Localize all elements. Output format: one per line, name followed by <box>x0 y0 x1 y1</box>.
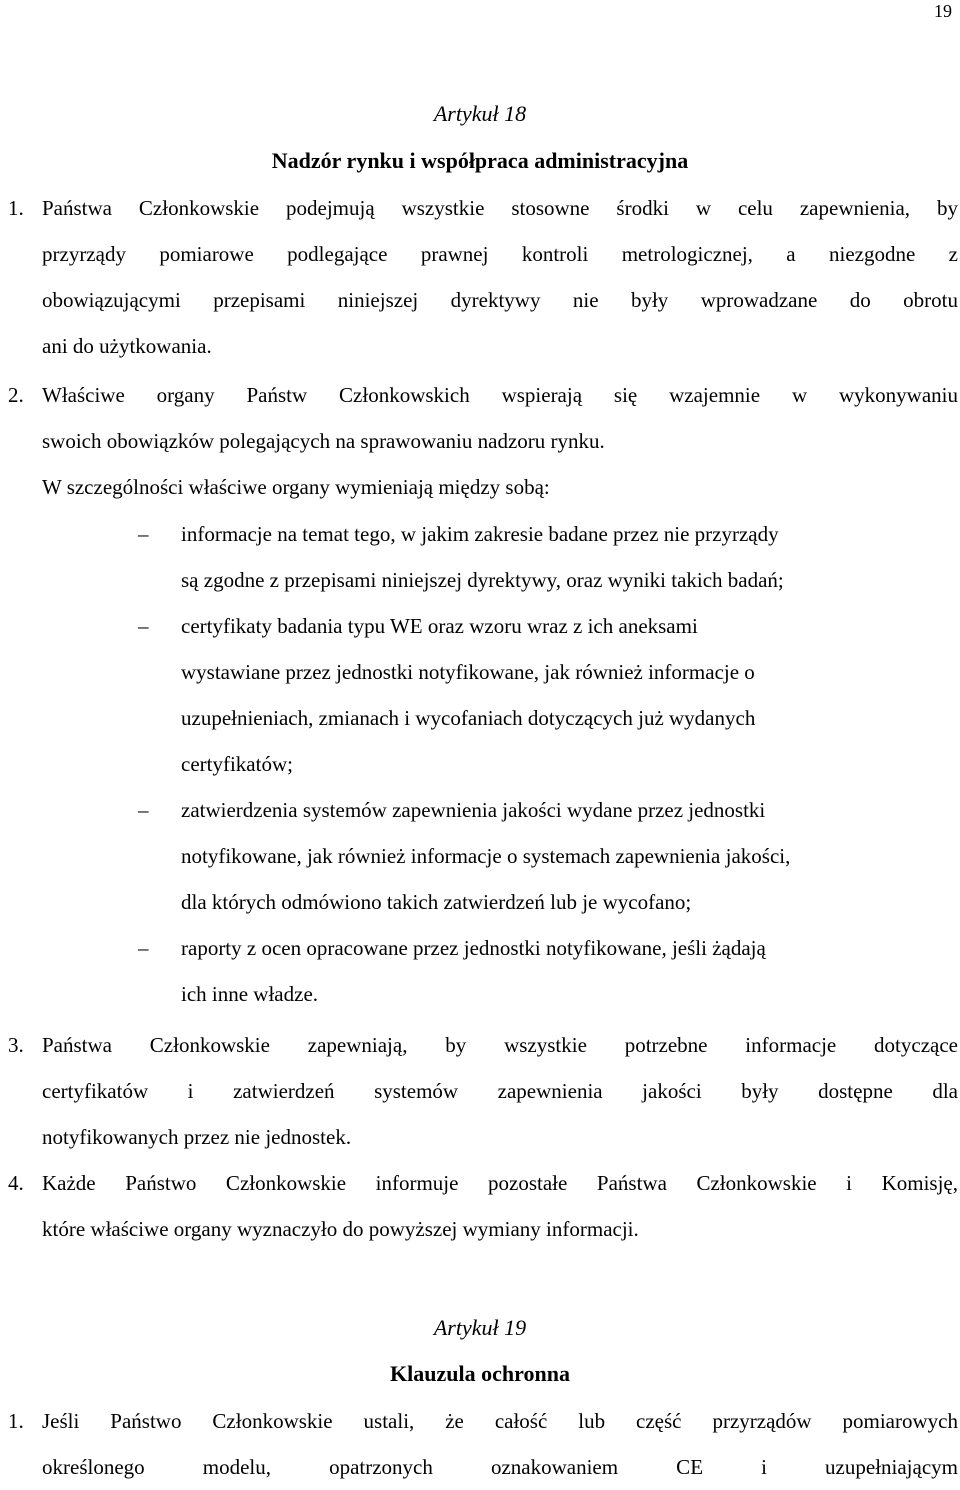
list-item-line: informacje na temat tego, w jakim zakresie badane przez nie przyrządy <box>181 522 779 546</box>
list-dash: – <box>138 522 149 546</box>
list-item <box>0 925 960 1017</box>
paragraph-line: Państwa Członkowskie podejmują wszystkie stosowne środki w celu zapewnienia, by <box>42 196 958 220</box>
paragraph-line: Jeśli Państwo Członkowskie ustali, że całość lub część przyrządów pomiarowych <box>42 1409 958 1433</box>
paragraph-line: przyrządy pomiarowe podlegające prawnej kontroli metrologicznej, a niezgodne z <box>42 242 958 266</box>
article-18-paragraph-4 <box>8 1160 958 1252</box>
paragraph-number: 1. <box>8 196 24 220</box>
article-18-paragraph-3 <box>8 1022 958 1160</box>
paragraph-line: Każde Państwo Członkowskie informuje pozostałe Państwa Członkowskie i Komisję, <box>42 1171 958 1195</box>
list-item-line: są zgodne z przepisami niniejszej dyrektywy, oraz wyniki takich badań; <box>181 568 784 592</box>
article-18-heading: Artykuł 18 <box>433 101 527 126</box>
list-item-line: raporty z ocen opracowane przez jednostki notyfikowane, jeśli żądają <box>181 936 766 960</box>
article-18-paragraph-1 <box>8 185 958 369</box>
list-item-line: certyfikatów; <box>181 752 293 776</box>
page-number: 19 <box>934 1 952 21</box>
paragraph-line: obowiązującymi przepisami niniejszej dyrektywy nie były wprowadzane do obrotu <box>42 288 958 312</box>
paragraph-line: które właściwe organy wyznaczyło do powyższej wymiany informacji. <box>42 1217 639 1241</box>
article-18-title: Nadzór rynku i współpraca administracyjna <box>271 148 689 173</box>
list-item-line: wystawiane przez jednostki notyfikowane, jak również informacje o <box>181 660 755 684</box>
list-item <box>0 787 960 925</box>
article-18-bullet-list <box>0 511 960 1017</box>
paragraph-line: W szczególności właściwe organy wymieniają między sobą: <box>42 475 550 499</box>
list-item <box>0 603 960 787</box>
list-item-line: uzupełnieniach, zmianach i wycofaniach dotyczących już wydanych <box>181 706 756 730</box>
paragraph-number: 2. <box>8 383 24 407</box>
article-19-title: Klauzula ochronna <box>390 1361 570 1386</box>
list-item-line: ich inne władze. <box>181 982 319 1006</box>
article-19-paragraph-1 <box>8 1398 958 1490</box>
paragraph-number: 1. <box>8 1409 24 1433</box>
list-item-line: notyfikowane, jak również informacje o systemach zapewnienia jakości, <box>181 844 791 868</box>
paragraph-line: certyfikatów i zatwierdzeń systemów zapewnienia jakości były dostępne dla <box>42 1079 958 1103</box>
paragraph-line: swoich obowiązków polegających na sprawowaniu nadzoru rynku. <box>42 429 605 453</box>
list-item <box>0 511 960 603</box>
paragraph-line: ani do użytkowania. <box>42 334 212 358</box>
paragraph-line: notyfikowanych przez nie jednostek. <box>42 1125 352 1149</box>
list-item-line: certyfikaty badania typu WE oraz wzoru wraz z ich aneksami <box>181 614 698 638</box>
paragraph-number: 3. <box>8 1033 24 1057</box>
article-19-heading: Artykuł 19 <box>433 1315 527 1340</box>
paragraph-number: 4. <box>8 1171 24 1195</box>
list-dash: – <box>138 798 149 822</box>
list-dash: – <box>138 936 149 960</box>
paragraph-line: Właściwe organy Państw Członkowskich wspierają się wzajemnie w wykonywaniu <box>42 383 958 407</box>
paragraph-line: określonego modelu, opatrzonych oznakowaniem CE i uzupełniającym <box>42 1455 958 1479</box>
list-dash: – <box>138 614 149 638</box>
paragraph-line: Państwa Członkowskie zapewniają, by wszystkie potrzebne informacje dotyczące <box>42 1033 958 1057</box>
list-item-line: dla których odmówiono takich zatwierdzeń lub je wycofano; <box>181 890 692 914</box>
list-item-line: zatwierdzenia systemów zapewnienia jakości wydane przez jednostki <box>181 798 766 822</box>
article-18-paragraph-2 <box>8 372 958 510</box>
